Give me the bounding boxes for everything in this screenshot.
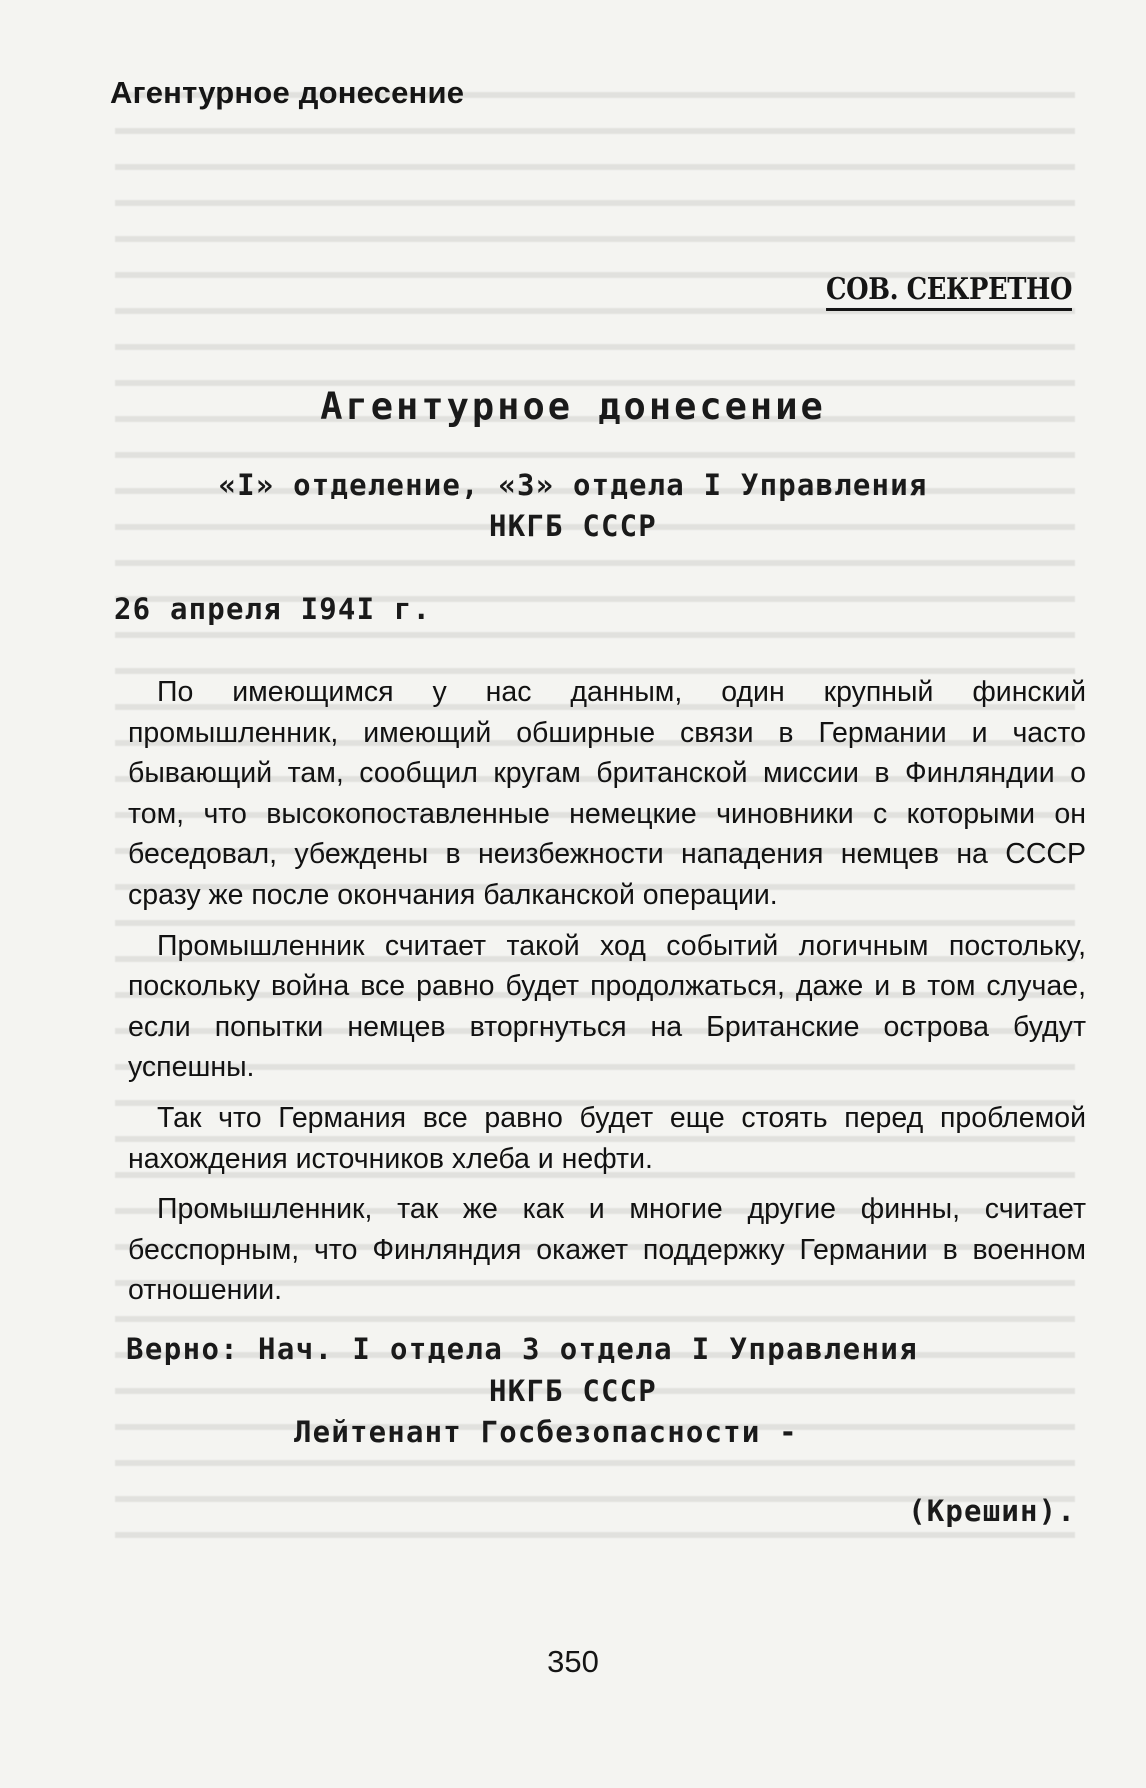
department-line-2: НКГБ СССР [489,509,657,543]
signature-rank: Лейтенант Госбезопасности - [294,1415,798,1449]
department-line-1: «I» отделение, «З» отдела I Управления [218,468,928,502]
page-number: 350 [547,1644,599,1679]
paragraph: Так что Германия все равно будет еще стоять перед проблемой нахождения источников хлеба и нефти. [128,1101,1086,1175]
paragraph: По имеющимся у нас данным, один крупный финский промышленник, имеющий обширные связи в Германии и часто бывающий там, сообщил кругам британской миссии в Финляндии о том, что высокопоставленные немецкие чиновники с которыми он беседовал, убеждены в неизбежности нападения немцев на СССР сразу же после окончания балканской операции. [128,676,1086,911]
signature-line-2: НКГБ СССР [489,1374,657,1408]
page-header: Агентурное донесение [110,75,465,110]
document-date: 26 апреля I94I г. [114,592,432,626]
paragraph: Промышленник, так же как и многие другие финны, считает бесспорным, что Финляндия окажет поддержку Германии в военном отношении. [128,1193,1086,1307]
report-body [128,672,1086,1321]
signature-name: (Крешин). [908,1494,1076,1528]
secrecy-stamp: СОВ. СЕКРЕТНО [826,272,1072,311]
document-title: Агентурное донесение [320,385,826,428]
paragraph: Промышленник считает такой ход событий логичным постольку, поскольку война все равно будет продолжаться, даже и в том случае, если попытки немцев вторгнуться на Британские острова будут успешны. [128,929,1086,1084]
signature-line-1: Верно: Нач. I отдела 3 отдела I Управления [126,1332,919,1366]
